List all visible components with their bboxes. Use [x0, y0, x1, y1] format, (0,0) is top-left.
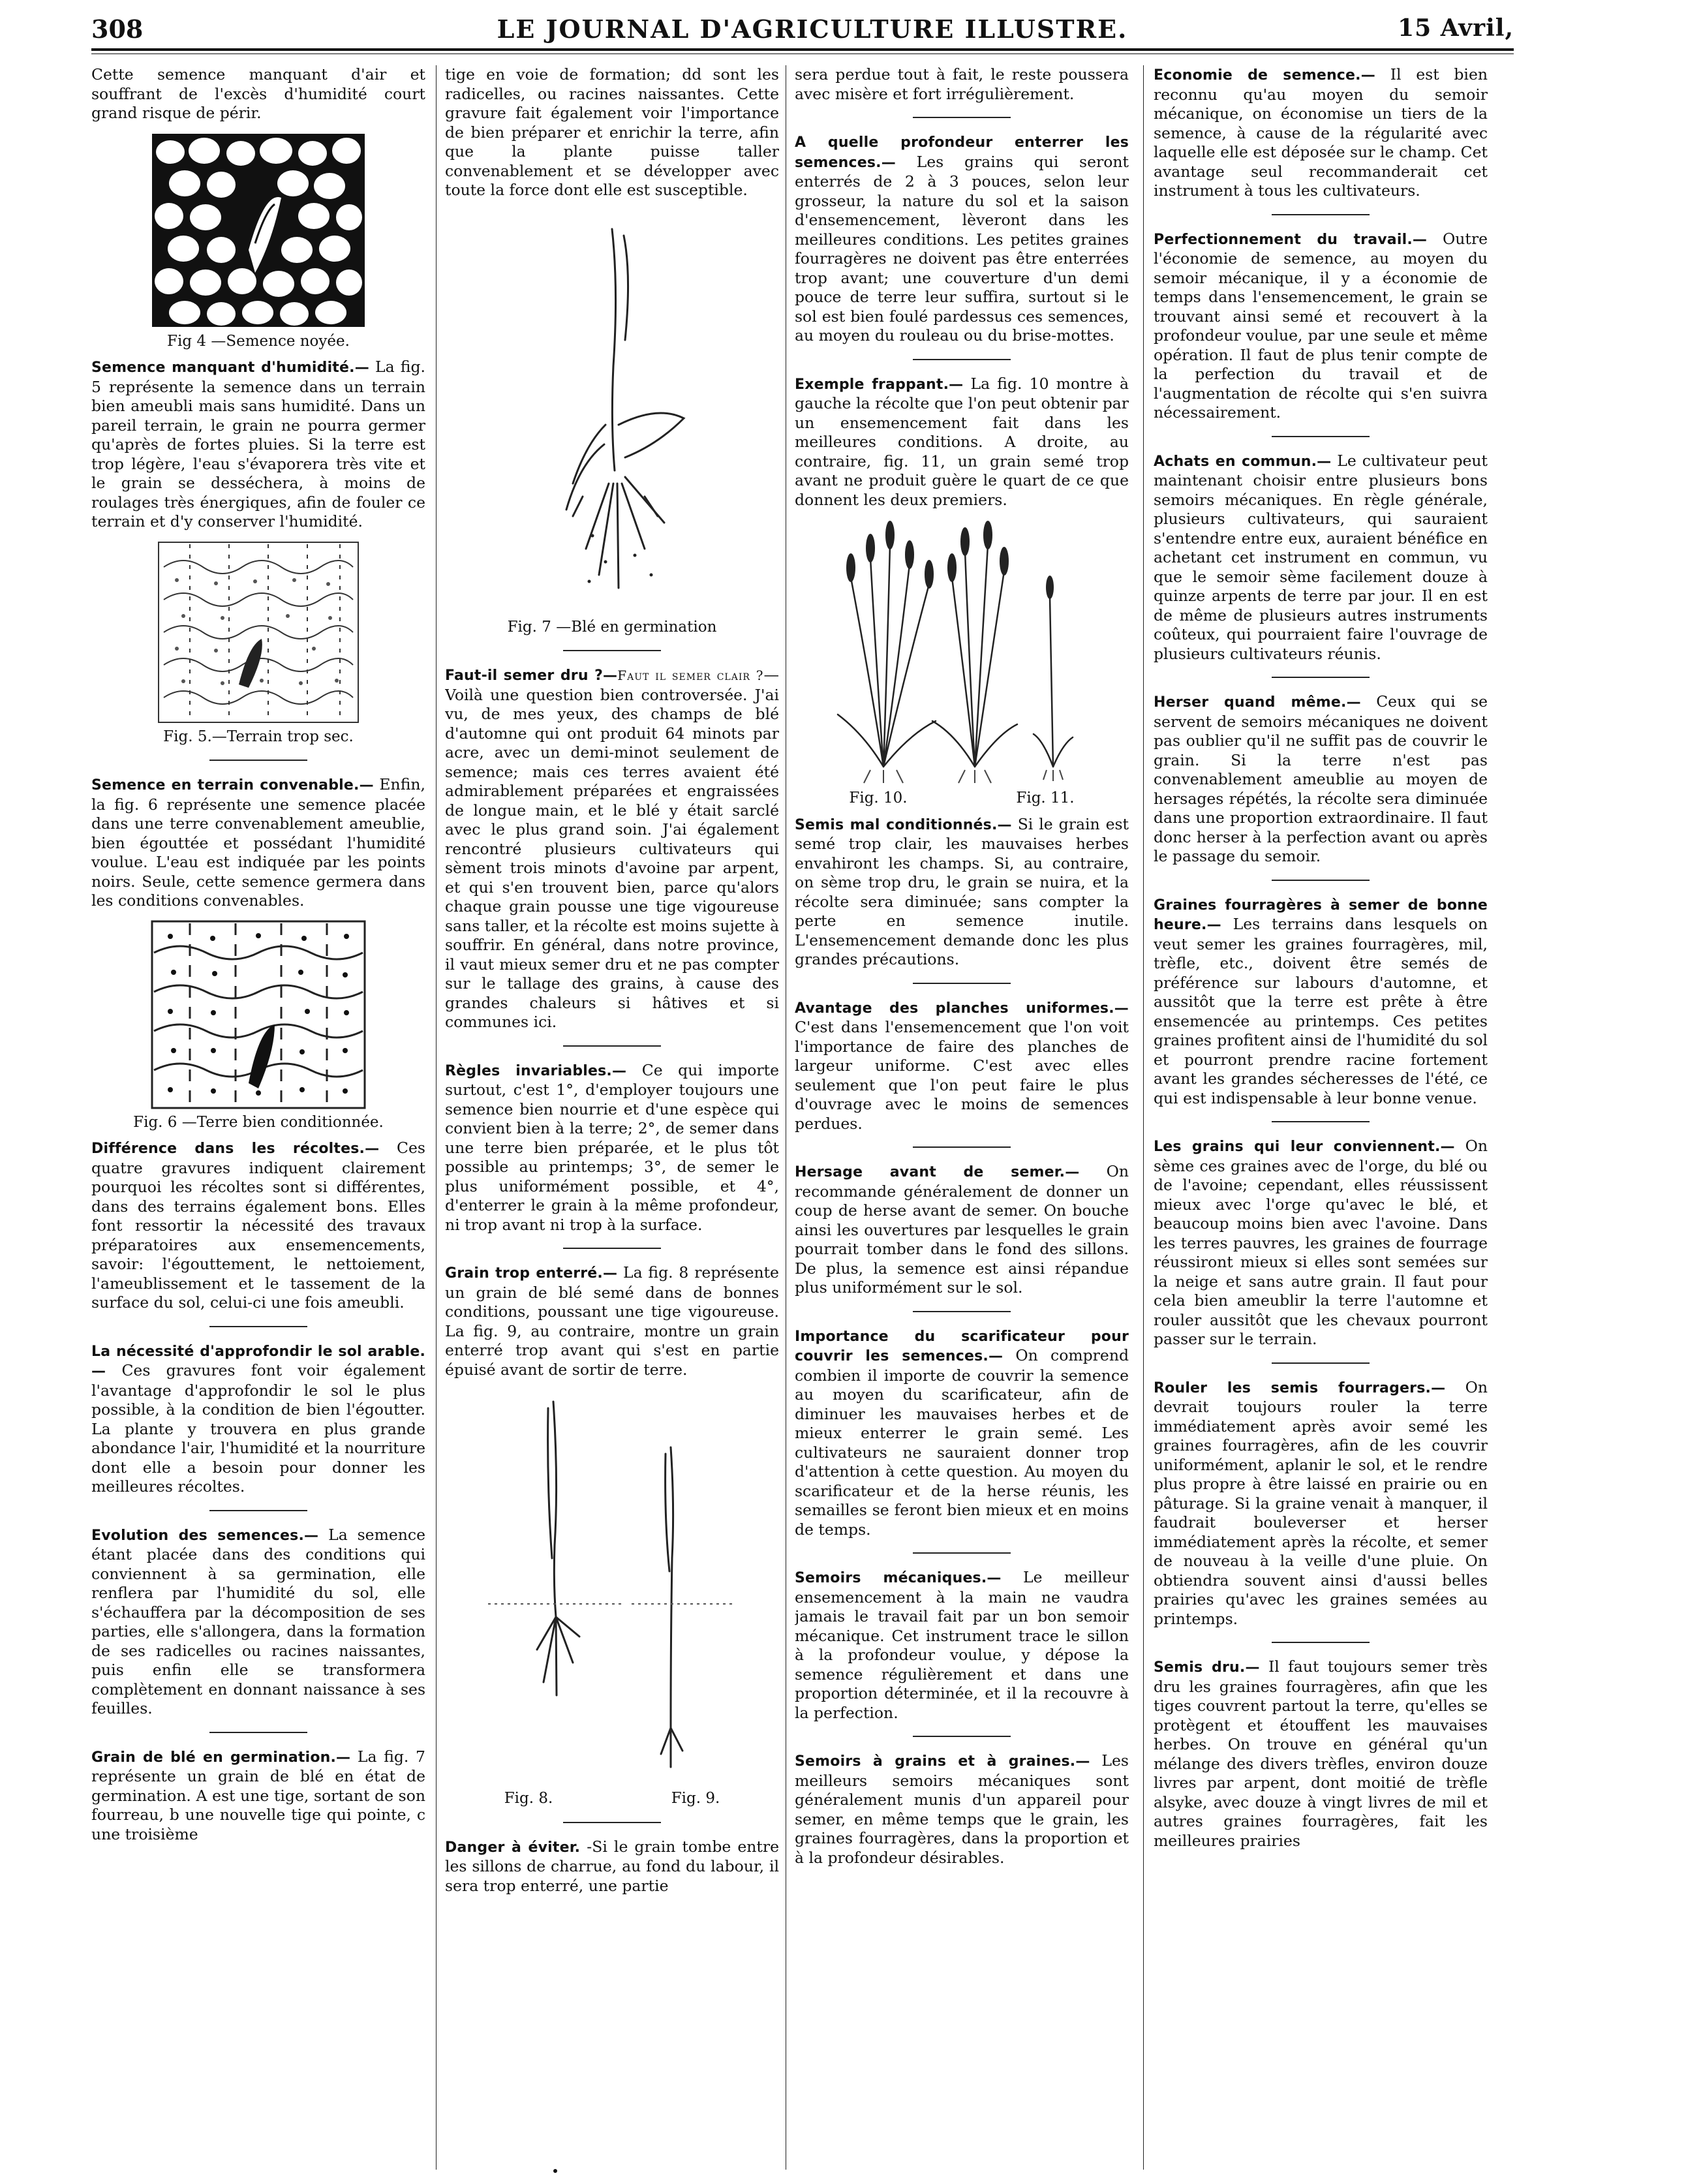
- article-section: [795, 1751, 1129, 1868]
- article-section: [91, 1342, 425, 1497]
- section-separator: [913, 1552, 1011, 1554]
- section-heading: Graines fourragères à semer de bonne heure.—: [1154, 897, 1488, 933]
- article-section: [795, 998, 1129, 1134]
- column-divider: [436, 65, 437, 2170]
- section-heading: Rouler les semis fourragers.—: [1154, 1379, 1446, 1396]
- article-paragraph: [445, 65, 779, 200]
- section-separator: [913, 1736, 1011, 1737]
- section-heading: Exemple frappant.—: [795, 376, 964, 393]
- page-number: 308: [91, 14, 144, 44]
- section-separator: [563, 1822, 661, 1823]
- article-section: [445, 1838, 779, 1896]
- germinating-wheat-figure: [527, 209, 697, 614]
- column-3: [795, 65, 1129, 2170]
- paragraph-text: Cette semence manquant d'air et souffrant de l'excès d'humidité court grand risque de périr.: [91, 65, 425, 122]
- section-subheading: Faut il semer clair ?: [617, 668, 764, 683]
- column-divider: [1143, 65, 1144, 2170]
- column-2: [445, 65, 779, 2170]
- section-heading: A quelle profondeur enterrer les semences.—: [795, 134, 1129, 171]
- section-separator: [1272, 880, 1370, 881]
- article-section: [1154, 1137, 1488, 1349]
- article-section: [795, 1162, 1129, 1298]
- section-body: On devrait toujours rouler la terre immédiatement après avoir semé les graines fourragères, afin de les couvrir uniformément, aplanir le sol, et le rendre plus propre à être laissé en prairie ou en pâturage. Si la graine venait à manquer, il faudrait bouleverser et herser immédiatement après la récolte, et semer de nouveau à la veille d'une pluie. On obtiendra souvent ainsi d'aussi belles prairies qu'avec les graines semées au printemps.: [1154, 1377, 1488, 1628]
- article-section: [1154, 230, 1488, 423]
- article-section: [445, 1263, 779, 1379]
- section-separator: [1272, 436, 1370, 437]
- section-heading: Importance du scarificateur pour couvrir les semences.—: [795, 1328, 1129, 1364]
- figure-8-9-captions: [445, 1789, 779, 1809]
- section-body: On sème ces graines avec de l'orge, du blé ou de l'avoine; cependant, elles réussissent mieux avec l'orge qu'avec le blé, et beaucoup moins bien avec l'avoine. Dans les terres pauvres, les graines de fourrage réussiront mieux si elles sont semées sur la neige et sans autre grain. Il faut pour cela bien ameublir la terre l'automne et rouler aussitôt que les chevaux pourront passer sur le terrain.: [1154, 1137, 1488, 1348]
- column-4: [1154, 65, 1488, 2170]
- section-heading: Différence dans les récoltes.—: [91, 1141, 380, 1157]
- section-body: Ce qui importe surtout, c'est 1°, d'employer toujours une semence bien nourrie et d'une espèce qui convient bien à la terre; 2°, de semer dans une terre bien préparée, et le plus tôt possible au printemps; 3°, de semer le plus uniformément possible, et 4°, d'enterrer le grain à la même profondeur, ni trop avant ni trop à la surface.: [445, 1060, 779, 1234]
- section-body: Le meilleur ensemencement à la main ne vaudra jamais le travail fait par un bon semoir mécanique. Cet instrument trace le sillon à la profondeur voulue, y dépose la semence régulièrement et dans une proportion déterminée, et il la recouvre à la perfection.: [795, 1568, 1129, 1722]
- section-heading: Règles invariables.—: [445, 1062, 627, 1079]
- section-body: La fig. 7 représente un grain de blé en état de germination. A est une tige, sortant de son fourreau, b une nouvelle tige qui pointe, c une troisième: [91, 1747, 425, 1843]
- section-body: Ces gravures font voir également l'avantage d'approfondir le sol le plus possible, à la condition de bien l'égoutter. La plante y trouvera en plus grande abondance l'air, l'humidité et la nourriture dont elle a besoin pour donner les meilleures récoltes.: [91, 1361, 425, 1496]
- section-body: Enfin, la fig. 6 représente une semence placée dans une terre convenablement ameublie, bien égouttée et possédant l'humidité voulue. L'eau est indiquée par les points noirs. Seule, cette semence germera dans les conditions convenables.: [91, 775, 425, 910]
- article-section: [91, 358, 425, 532]
- planting-depth-figure: [475, 1389, 749, 1787]
- section-body: Il faut toujours semer très dru les graines fourragères, afin que les tiges couvrent partout la terre, qu'elles se protègent et étouffent les mauvaises herbes. On trouve en général qu'un mélange des divers trèfles, environ douze livres par arpent, dont moitié de trèfle alsyke, avec douze à vingt livres de mil et autres graines fourragères, fait les meilleures prairies: [1154, 1657, 1488, 1850]
- article-section: [1154, 452, 1488, 664]
- section-separator: [209, 1732, 307, 1733]
- section-heading: Economie de semence.—: [1154, 67, 1375, 84]
- figure-9-caption: Fig. 9.: [671, 1790, 720, 1807]
- section-separator: [913, 359, 1011, 360]
- section-separator: [1272, 1121, 1370, 1122]
- figure-10-caption: Fig. 10.: [849, 790, 908, 807]
- section-separator: [563, 650, 661, 651]
- good-soil-figure: [151, 920, 366, 1109]
- section-separator: [209, 1510, 307, 1511]
- figure-7-caption: Fig. 7 —Blé en germination: [507, 618, 717, 636]
- section-separator: [1272, 677, 1370, 678]
- article-section: [795, 1568, 1129, 1723]
- section-body: On recommande généralement de donner un coup de herse avant de semer. On bouche ainsi les ouvertures par lesquelles le grain pourrait tomber dans le fond des sillons. De plus, la semence est ainsi répandue plus uniformément sur le sol.: [795, 1162, 1129, 1297]
- figure-4-caption: Fig 4 —Semence noyée.: [167, 332, 350, 350]
- section-separator: [1272, 1642, 1370, 1643]
- wheat-crop-comparison-figure: [825, 519, 1099, 786]
- section-heading: Hersage avant de semer.—: [795, 1164, 1080, 1180]
- section-heading: Perfectionnement du travail.—: [1154, 231, 1428, 248]
- article-section: [1154, 895, 1488, 1109]
- section-separator: [563, 1045, 661, 1047]
- article-paragraph: [795, 65, 1129, 104]
- section-body: Ces quatre gravures indiquent clairement pourquoi les récoltes sont si différentes, dans des terrains également bons. Elles font ressortir la nécessité des travaux préparatoires aux ensemencements, savoir: l'égouttement, le nettoiement, l'ameublissement et le tassement de la surface du sol, celui-ci une fois ameubli.: [91, 1139, 425, 1312]
- article-section: [91, 1526, 425, 1719]
- article-section: [795, 375, 1129, 510]
- section-body: Les meilleurs semoirs mécaniques sont généralement munis d'un appareil pour semer, en même temps que le grain, les graines fourragères, dans la proportion et à la profondeur désirables.: [795, 1751, 1129, 1867]
- section-body: Il est bien reconnu qu'au moyen du semoir mécanique, on économise un tiers de la semence, à cause de la régularité avec laquelle elle est déposée sur le champ. Cet avantage seul recommanderait cet instrument à tous les cultivateurs.: [1154, 65, 1488, 200]
- section-heading: Grain de blé en germination.—: [91, 1749, 351, 1766]
- section-body: On comprend combien il importe de couvrir la semence au moyen du scarificateur, afin de diminuer les mauvaises herbes et de mieux enterrer le grain semé. Les cultivateurs ne sauraient donner trop d'attention à cette question. Au moyen du scarificateur et de la herse réunis, les semailles se feront bien mieux et en moins de temps.: [795, 1346, 1129, 1539]
- section-heading: Semis dru.—: [1154, 1659, 1260, 1676]
- soil-drowned-seed-figure: [151, 132, 366, 328]
- section-heading: Evolution des semences.—: [91, 1527, 319, 1544]
- article-section: [445, 1061, 779, 1235]
- section-body: Outre l'économie de semence, au moyen du semoir mécanique, il y a économie de temps dans l'ensemencement, le grain se trouvant ainsi semé et recouvert à la profondeur voulue, par une seule et même opération. Il faut de plus tenir compte de la perfection du travail et de l'augmentation de récolte qui s'en suivra nécessairement.: [1154, 229, 1488, 422]
- section-heading: Semoirs mécaniques.—: [795, 1570, 1002, 1586]
- section-body: La fig. 5 représente la semence dans un terrain bien ameubli mais sans humidité. Dans un pareil terrain, le grain ne pourra germer qu'après de fortes pluies. Si la terre est trop légère, l'eau s'évaporera très vite et le grain se desséchera, à moins de roulages très énergiques, afin de fouler ce terrain et d'y conserver l'humidité.: [91, 358, 425, 531]
- section-heading: Achats en commun.—: [1154, 453, 1332, 470]
- section-separator: [913, 983, 1011, 984]
- figure-10-11-captions: [795, 789, 1129, 808]
- paragraph-text: sera perdue tout à fait, le reste poussera avec misère et fort irrégulièrement.: [795, 65, 1129, 103]
- section-separator: [563, 1248, 661, 1249]
- section-body: La fig. 10 montre à gauche la récolte que l'on peut obtenir par un ensemencement fait dans les meilleures conditions. A droite, au contraire, fig. 11, un grain semé trop avant ne produit guère le quart de ce que donnent les deux premiers.: [795, 374, 1129, 509]
- section-heading: Danger à éviter.: [445, 1839, 581, 1856]
- section-separator: [913, 117, 1011, 118]
- article-section: [1154, 1657, 1488, 1851]
- figure-5-caption: Fig. 5.—Terrain trop sec.: [163, 728, 354, 745]
- section-body: -Si le grain tombe entre les sillons de charrue, au fond du labour, il sera trop enterré, une partie: [445, 1837, 779, 1895]
- article-section: [91, 775, 425, 911]
- section-body: La fig. 8 représente un grain de blé semé dans de bonnes conditions, poussant une tige vigoureuse. La fig. 9, au contraire, montre un grain enterré trop avant qui s'est en partie épuisé avant de sortir de terre.: [445, 1263, 779, 1379]
- section-heading: Grain trop enterré.—: [445, 1265, 618, 1282]
- section-separator: [1272, 214, 1370, 215]
- article-paragraph: [91, 65, 425, 123]
- section-heading: Semence en terrain convenable.—: [91, 777, 374, 793]
- section-body: Les terrains dans lesquels on veut semer les graines fourragères, mil, trèfle, etc., doivent être semés de préférence sur labours d'automne, et aussitôt que la terre est prête à être ensemencée au printemps. Ces petites graines profitent ainsi de l'humidité du sol et pourront prendre racine fortement avant les grandes sécheresses de l'été, ce qui est indispensable à leur bonne venue.: [1154, 915, 1488, 1107]
- print-mark: [553, 2169, 557, 2173]
- article-section: [795, 815, 1129, 970]
- section-heading: Semoirs à grains et à graines.—: [795, 1753, 1090, 1770]
- article-section: [91, 1139, 425, 1313]
- section-heading: Avantage des planches uniformes.—: [795, 1000, 1129, 1017]
- article-section: [445, 666, 779, 1032]
- article-section: [795, 1327, 1129, 1540]
- section-body: Ceux qui se servent de semoirs mécaniques ne doivent pas oublier qu'il ne suffit pas de couvrir le grain. Si la terre n'est pas convenablement ameublie au moyen de hersages répétés, la récolte sera diminuée dans une proportion extraordinaire. Il faut donc herser à la perfection avant ou après le passage du semoir.: [1154, 692, 1488, 865]
- column-1: [91, 65, 425, 2170]
- journal-title: LE JOURNAL D'AGRICULTURE ILLUSTRE.: [497, 14, 1128, 44]
- figure-6-caption: Fig. 6 —Terre bien conditionnée.: [133, 1113, 384, 1131]
- article-section: [1154, 65, 1488, 201]
- figure-8-caption: Fig. 8.: [504, 1790, 553, 1807]
- article-section: [795, 132, 1129, 346]
- section-separator: [913, 1146, 1011, 1148]
- section-body: C'est dans l'ensemencement que l'on voit l'importance de faire des planches de largeur uniforme. C'est avec elles seulement que l'on peut faire le plus d'ouvrage avec le moins de semences perdues.: [795, 1018, 1129, 1133]
- section-separator: [209, 760, 307, 761]
- section-body: Les grains qui seront enterrés de 2 à 3 pouces, selon leur grosseur, la nature du sol et la saison d'ensemencement, lèveront dans les meilleures conditions. Les petites graines fourragères ne doivent pas être enterrées trop avant; une couverture d'un demi pouce de terre leur suffira, surtout si le sol est bien foulé pardessus ces semences, au moyen du rouleau ou du brise-mottes.: [795, 152, 1129, 345]
- section-heading: La nécessité d'approfondir le sol arable.—: [91, 1343, 425, 1379]
- article-section: [1154, 1378, 1488, 1629]
- section-heading: Semis mal conditionnés.—: [795, 816, 1012, 833]
- section-heading: Les grains qui leur conviennent.—: [1154, 1139, 1455, 1155]
- section-body: —Voilà une question bien controversée. J'ai vu, de mes yeux, des champs de blé d'automne qui ont produit 64 minots par acre, avec un demi-minot seulement de semence; mais ces terres avaient été admirablement préparées et engraissées de longue main, et le blé y était sarclé avec le plus grand soin. J'ai également rencontré plusieurs cultivateurs qui sèment trois minots d'avoine par arpent, et qui s'en trouvent bien, parce qu'alors chaque grain pousse une tige vigoureuse sans taller, et la récolte est moins sujette à souffrir. En général, dans notre province, il vaut mieux semer dru et ne pas compter sur le tallage des grains, à cause des grandes chaleurs si hâtives et si communes ici.: [445, 666, 779, 1031]
- section-separator: [1272, 1362, 1370, 1364]
- figure-11-caption: Fig. 11.: [1016, 790, 1075, 807]
- section-body: Si le grain est semé trop clair, les mauvaises herbes envahiront les champs. Si, au contraire, on sème trop dru, le grain se nuira, et la récolte sera diminuée; sans compter la perte en semence inutile. L'ensemencement demande donc les plus grandes précautions.: [795, 814, 1129, 968]
- paragraph-text: tige en voie de formation; dd sont les radicelles, ou racines naissantes. Cette gravure fait également voir l'importance de bien préparer et enrichir la terre, afin que la plante puisse taller convenablement et se développer avec toute la force dont elle est susceptible.: [445, 65, 779, 199]
- section-separator: [209, 1326, 307, 1327]
- section-heading: Semence manquant d'humidité.—: [91, 360, 369, 376]
- header-rule: [91, 48, 1514, 51]
- article-section: [1154, 692, 1488, 867]
- dry-soil-figure: [157, 541, 360, 724]
- section-heading: Faut-il semer dru ?—: [445, 668, 618, 684]
- issue-date: 15 Avril,: [1398, 14, 1514, 42]
- section-body: La semence étant placée dans des conditions qui conviennent à sa germination, elle renflera par l'humidité du sol, elle s'échauffera par la décomposition de ses parties, elle s'allongera, dans la formation de ses radicelles ou racines naissantes, puis enfin elle se transformera complètement en donnant naissance à ses feuilles.: [91, 1525, 425, 1717]
- section-body: Le cultivateur peut maintenant choisir entre plusieurs bons semoirs mécaniques. En règle générale, plusieurs cultivateurs, qui sauraient s'entendre entre eux, auraient bénéfice en achetant cet instrument en commun, vu que le semoir sème facilement douze à quinze arpents de terre par jour. Il en est de même de plusieurs autres instruments coûteux, qui pourraient faire l'ouvrage de plusieurs cultivateurs réunis.: [1154, 451, 1488, 663]
- article-section: [91, 1747, 425, 1845]
- section-heading: Herser quand même.—: [1154, 694, 1361, 711]
- section-separator: [913, 1311, 1011, 1312]
